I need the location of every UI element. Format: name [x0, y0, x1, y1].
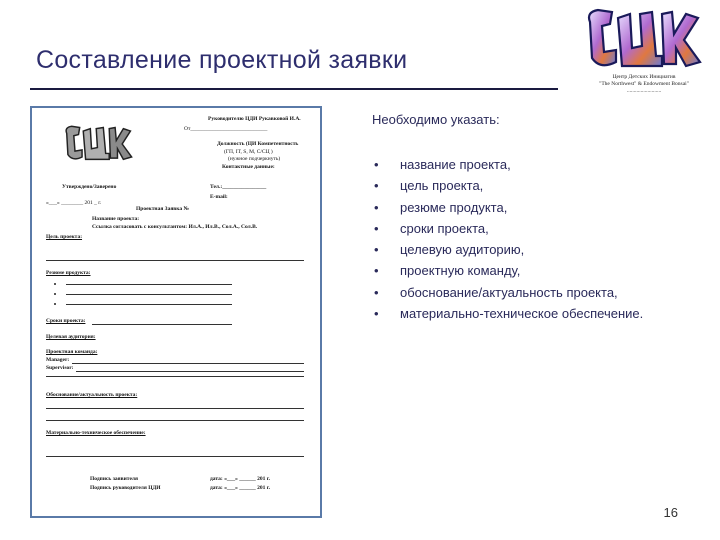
list-item: • резюме продукта, — [374, 199, 508, 215]
form-signature-label: Подпись руководителя ЦДИ — [90, 485, 161, 491]
requirements-block — [372, 112, 712, 324]
form-header-line: Контактные данные: — [222, 164, 275, 170]
form-section: Целевая аудитория: — [46, 334, 96, 340]
page-number: 16 — [663, 505, 678, 520]
form-header-line: (нужное подчеркнуть) — [228, 156, 281, 162]
logo-word: ЦАК — [642, 44, 644, 45]
logo-caption: Центр Детских Инициатив "The Northwest" & Endowment Bonsai" ......................... — [599, 74, 689, 94]
cdi-graffiti-logo — [582, 4, 704, 76]
form-email: E-mail: — [210, 194, 228, 200]
form-project-no: Проектная Заявка № — [136, 206, 190, 212]
list-item: • материально-техническое обеспечение. — [374, 306, 644, 322]
list-item: • проектную команду, — [374, 263, 521, 279]
form-section: Проектная команда: — [46, 349, 98, 355]
form-logo — [62, 122, 134, 166]
list-item: • цель проекта, — [374, 178, 484, 194]
form-header-line: От____________________________ — [184, 126, 268, 132]
form-approve-date: «___» ________ 201 _ г. — [46, 200, 102, 206]
form-signature-date: дата: «___» ______ 201 г. — [210, 485, 270, 491]
form-section: Материально-техническое обеспечение: — [46, 430, 146, 436]
requirements-list — [372, 154, 712, 324]
form-consult: Ссылка согласовать с консультантом: Ил.А., Ил.В., Сол.А., Сол.В. — [92, 224, 258, 230]
list-item: • целевую аудиторию, — [374, 242, 525, 258]
form-header-line: Должность (ЦИ Компетентность — [217, 141, 299, 147]
form-signature-date: дата: «___» ______ 201 г. — [210, 476, 270, 482]
form-team-role: Supervisor: — [46, 365, 74, 371]
form-tel: Тел.:________________ — [210, 184, 267, 190]
form-section: Обоснование/актуальность проекта: — [46, 392, 138, 398]
form-section: Сроки проекта: — [46, 318, 86, 324]
form-interests: Название проекта: — [92, 216, 140, 222]
title-divider — [30, 88, 558, 90]
form-section: Резюме продукта: — [46, 270, 91, 276]
form-approve: Утверждено/Заверено — [62, 184, 117, 190]
form-signature-label: Подпись заявителя — [90, 476, 138, 482]
form-team-role: Manager: — [46, 357, 70, 363]
form-section: Цель проекта: — [46, 234, 83, 240]
form-header-line: Руководителю ЦДИ Рукавковой И.А. — [208, 116, 301, 122]
list-item: • сроки проекта, — [374, 220, 489, 236]
form-header-line: (ГП, IT, S, M, С/СЦ ) — [224, 149, 273, 155]
list-item: • название проекта, — [374, 157, 511, 172]
list-item: • обоснование/актуальность проекта, — [374, 284, 618, 300]
application-form-preview — [30, 106, 322, 518]
requirements-intro: Необходимо указать: — [372, 112, 500, 127]
slide-title: Составление проектной заявки — [36, 46, 408, 74]
